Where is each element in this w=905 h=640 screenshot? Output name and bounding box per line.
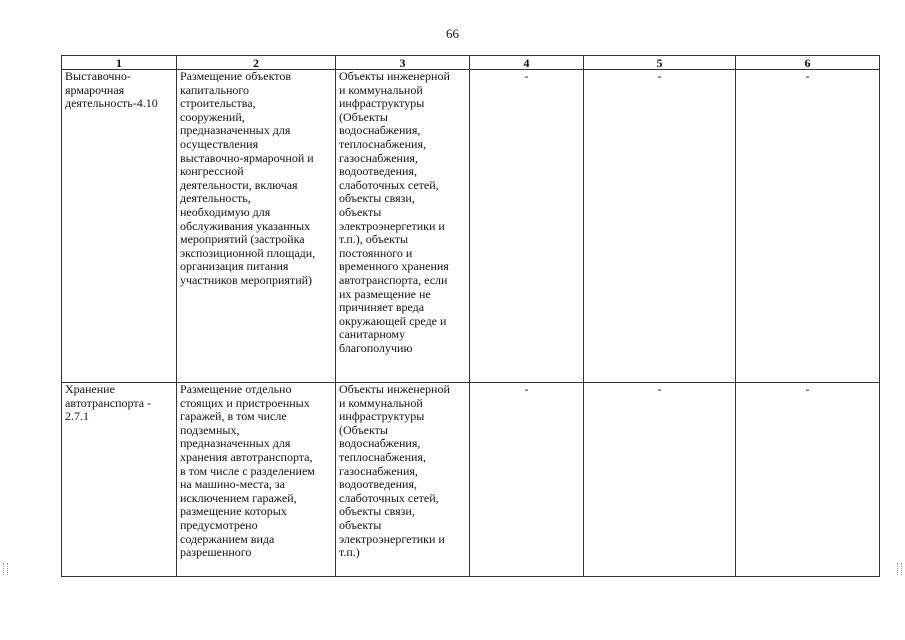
column-header: 5 bbox=[584, 56, 736, 70]
use-description-cell bbox=[177, 383, 336, 577]
col6-cell: - bbox=[736, 383, 880, 577]
column-header: 2 bbox=[177, 56, 336, 70]
col6-cell: - bbox=[736, 70, 880, 383]
auxiliary-uses-cell bbox=[336, 383, 470, 577]
use-type-name-cell bbox=[62, 70, 177, 383]
land-use-table bbox=[61, 55, 880, 577]
use-type-name: Выставочно- ярмарочная деятельность-4.10 bbox=[65, 69, 158, 111]
use-description-cell bbox=[177, 70, 336, 383]
use-description: Размещение отдельно стоящих и пристроенных гаражей, в том числе подземных, предназначенных для хранения автотранспорта, в том числе с разделением на машино-места, за исключением гаражей, размещение которых предусмотрено содержанием вида разрешенного bbox=[180, 382, 315, 560]
use-description: Размещение объектов капитального строительства, сооружений, предназначенных для осуществления выставочно-ярмарочной и конгрессной деятельности, включая деятельность, необходимую для обслуживания указанных мероприятий (застройка экспозиционной площади, организация питания участников мероприятий) bbox=[180, 69, 316, 287]
header-row bbox=[62, 56, 880, 70]
col5-cell: - bbox=[584, 70, 736, 383]
column-header: 4 bbox=[470, 56, 584, 70]
page-number: 66 bbox=[446, 26, 459, 41]
col4-cell: - bbox=[470, 383, 584, 577]
auxiliary-uses-cell bbox=[336, 70, 470, 383]
use-type-name: Хранение автотранспорта - 2.7.1 bbox=[65, 382, 152, 424]
auxiliary-uses: Объекты инженерной и коммунальной инфраструктуры (Объекты водоснабжения, теплоснабжения, газоснабжения, водоотведения, слаботочных сетей, объекты связи, объекты электроэнергетики и т.п.), объекты постоянного и временного хранения автотранспорта, если их размещение не причиняет вреда окружающей среде и санитарному благополучию bbox=[339, 69, 450, 355]
table-row bbox=[62, 70, 880, 383]
col5-cell: - bbox=[584, 383, 736, 577]
column-header: 1 bbox=[62, 56, 177, 70]
column-header: 3 bbox=[336, 56, 470, 70]
table-row bbox=[62, 383, 880, 577]
col4-cell: - bbox=[470, 70, 584, 383]
scan-margin-mark bbox=[897, 563, 902, 575]
auxiliary-uses: Объекты инженерной и коммунальной инфраструктуры (Объекты водоснабжения, теплоснабжения, газоснабжения, водоотведения, слаботочных сетей, объекты связи, объекты электроэнергетики и т.п.) bbox=[339, 382, 450, 560]
column-header: 6 bbox=[736, 56, 880, 70]
scan-margin-mark bbox=[3, 563, 8, 575]
use-type-name-cell bbox=[62, 383, 177, 577]
